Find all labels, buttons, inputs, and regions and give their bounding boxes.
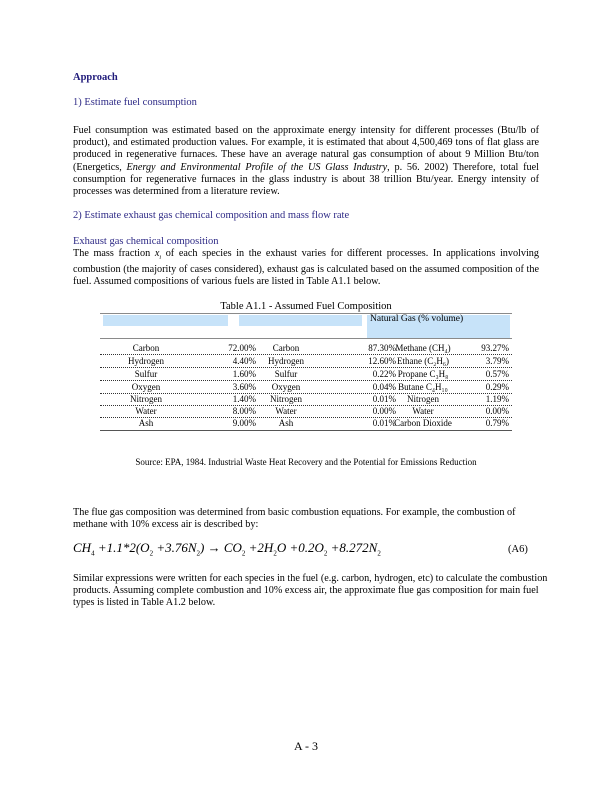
heading-step2: 2) Estimate exhaust gas chemical composition and mass flow rate — [73, 210, 350, 221]
table-row — [100, 368, 512, 381]
eq-sub: 4 — [91, 549, 95, 558]
header-block-coal — [103, 315, 228, 326]
paragraph-fuel-consumption — [73, 125, 539, 198]
table-row — [100, 417, 512, 429]
cell: Carbon — [272, 343, 300, 353]
eq-term: ) → CO — [200, 540, 242, 555]
cell: 0.01% — [372, 418, 396, 428]
cell: 3.79% — [485, 356, 509, 366]
cell: 93.27% — [481, 343, 509, 353]
paragraph-similar-expressions: Similar expressions were written for each species in the fuel (e.g. carbon, hydrogen, etc) to calculate the combustion products. Assuming complete combustion and 10% excess air, the approximate flue gas composition for main fuel types is listed in Table A1.2 below. — [73, 573, 548, 609]
paragraph-text: of each species in the exhaust varies for different processes. In applications involving combustion (the majority of cases considered), exhaust gas is calculated based on the assumed composition of the fuel. Assumed compositions of various fuels are listed in Table A1.1 below. — [73, 248, 539, 288]
cell: 87.30% — [368, 343, 396, 353]
cell: 9.00% — [232, 418, 256, 428]
table-bottom-rule — [100, 430, 512, 431]
variable-x: x — [154, 248, 160, 259]
cell: 0.04% — [372, 382, 396, 392]
cell: Ash — [278, 418, 294, 428]
eq-sub: 2 — [196, 549, 201, 558]
table-header-rule — [100, 338, 512, 339]
table-source: Source: EPA, 1984. Industrial Waste Heat Recovery and the Potential for Emissions Reduction — [135, 457, 477, 467]
table-row — [100, 342, 512, 355]
cell: Sulfur — [274, 369, 298, 379]
eq-term: +2H — [245, 540, 274, 555]
eq-sub: 2 — [323, 549, 328, 558]
cell: Water — [275, 406, 297, 416]
header-natural-gas: Natural Gas (% volume) — [370, 314, 464, 324]
cell: 1.19% — [485, 394, 509, 404]
paragraph-text: , p. 56. 2002) Therefore, total fuel consumption for regenerative furnaces in the glass industry is about 38 trillion Btu/year. Energy intensity of processes was determined from a literature review. — [73, 161, 539, 198]
citation-title: Energy and Environmental Profile of the US Glass Industry — [126, 161, 388, 173]
cell: Nitrogen — [270, 394, 302, 404]
cell: Nitrogen — [130, 394, 162, 404]
cell: Oxygen — [131, 382, 161, 392]
cell: 0.00% — [485, 406, 509, 416]
eq-sub: 2 — [273, 549, 277, 558]
table-caption: Table A1.1 - Assumed Fuel Composition — [220, 301, 392, 312]
cell: Propane C₃H₈ — [397, 369, 449, 379]
cell: 0.01% — [372, 394, 396, 404]
eq-term: +3.76N — [153, 540, 197, 555]
eq-term: O +0.2O — [276, 540, 324, 555]
cell: Water — [135, 406, 157, 416]
paragraph-mass-fraction — [73, 248, 539, 289]
heading-approach: Approach — [73, 72, 118, 83]
eq-sub: 2 — [149, 549, 154, 558]
eq-term: +1.1*2(O — [94, 540, 150, 555]
cell: Oxygen — [271, 382, 301, 392]
eq-term: CH — [73, 540, 92, 555]
cell: Carbon Dioxide — [394, 418, 452, 428]
variable-subscript: i — [159, 255, 162, 262]
equation-number: (A6) — [508, 544, 528, 555]
cell: 4.40% — [232, 356, 256, 366]
cell: 0.57% — [485, 369, 509, 379]
equation-a6 — [73, 540, 381, 558]
cell: Nitrogen — [407, 394, 439, 404]
cell: 3.60% — [232, 382, 256, 392]
eq-sub: 2 — [241, 549, 246, 558]
page-number: A - 3 — [294, 739, 318, 753]
heading-exhaust-composition: Exhaust gas chemical composition — [73, 236, 219, 247]
paragraph-flue-gas: The flue gas composition was determined from basic combustion equations. For example, the combustion of methane with 10% excess air is described by: — [73, 507, 516, 531]
eq-sub: 2 — [377, 549, 381, 558]
cell: 0.00% — [372, 406, 396, 416]
cell: 1.40% — [232, 394, 256, 404]
table-row — [100, 355, 512, 368]
cell: Methane (CH₄) — [395, 343, 451, 353]
cell: 0.22% — [372, 369, 396, 379]
cell: Hydrogen — [128, 356, 164, 366]
paragraph-text: Fuel consumption was estimated based on the approximate energy intensity for different processes (Btu/lb of product), and estimated production values. For example, it is estimated that about 4,500,469 tons of flat glass are produced in regenerative furnaces. These have an average natural gas consumption of about 9 Million Btu/ton (Energetics, — [73, 125, 539, 173]
cell: Ethane (C₂H₆) — [396, 356, 449, 366]
paragraph-text: The mass fraction — [73, 248, 155, 259]
cell: 1.60% — [232, 369, 256, 379]
cell: 72.00% — [228, 343, 256, 353]
heading-step1: 1) Estimate fuel consumption — [73, 97, 197, 108]
cell: Water — [412, 406, 434, 416]
header-block-oil — [239, 315, 362, 326]
cell: Carbon — [132, 343, 160, 353]
cell: 0.79% — [485, 418, 509, 428]
cell: 8.00% — [232, 406, 256, 416]
cell: Hydrogen — [268, 356, 304, 366]
cell: Ash — [138, 418, 154, 428]
cell: Butane C₄H₁₀ — [398, 382, 448, 392]
cell: 0.29% — [485, 382, 509, 392]
cell: Sulfur — [134, 369, 158, 379]
eq-term: +8.272N — [327, 540, 378, 555]
cell: 12.60% — [368, 356, 396, 366]
